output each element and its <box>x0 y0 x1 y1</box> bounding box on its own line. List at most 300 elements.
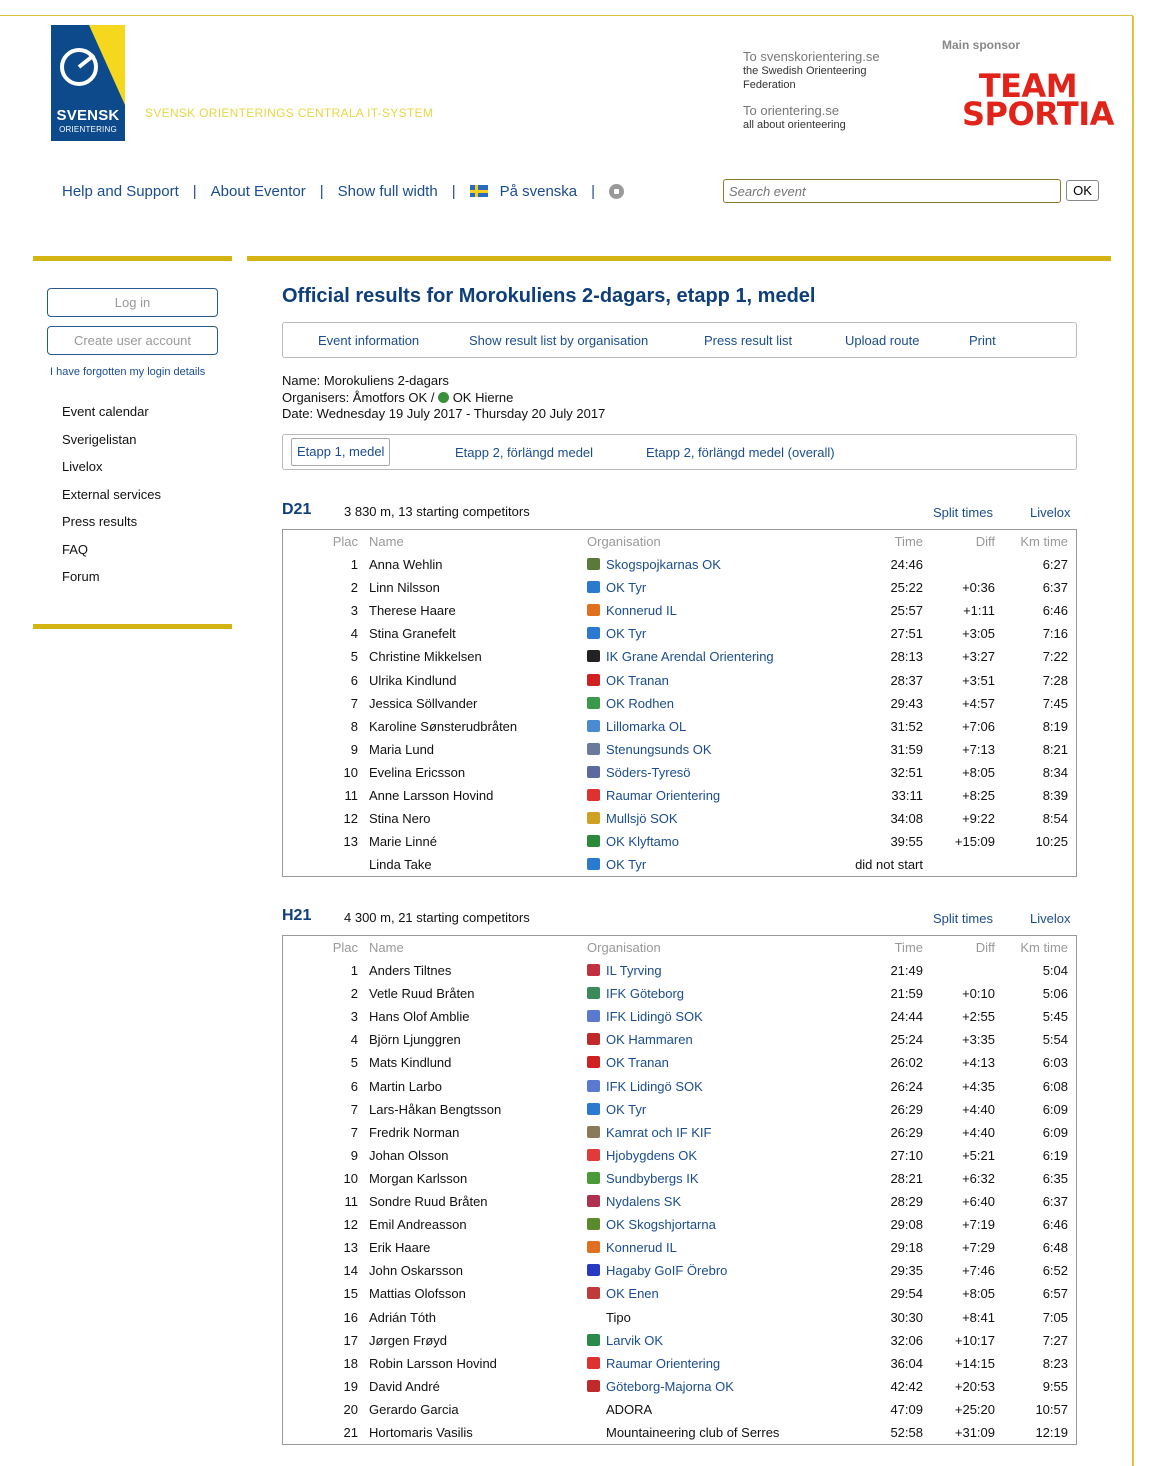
organisation-name: IL Tyrving <box>606 963 662 979</box>
organisation-name: Göteborg-Majorna OK <box>606 1378 734 1394</box>
result-km-time: 5:54 <box>1042 1032 1068 1048</box>
result-time: 29:08 <box>890 1217 923 1233</box>
result-name: Fredrik Norman <box>369 1124 460 1140</box>
result-place: 12 <box>343 1217 358 1233</box>
result-diff: +4:35 <box>962 1078 995 1094</box>
result-diff: +3:05 <box>962 626 995 642</box>
result-organisation[interactable] <box>587 1263 727 1278</box>
result-diff: +4:40 <box>962 1101 995 1117</box>
table-row <box>283 715 1076 738</box>
result-name: Ulrika Kindlund <box>369 672 457 688</box>
result-km-time: 7:22 <box>1042 649 1068 665</box>
result-name: Emil Andreasson <box>369 1217 467 1233</box>
result-km-time: 6:27 <box>1042 557 1068 573</box>
table-row <box>283 784 1076 807</box>
col-time: Time <box>894 940 923 955</box>
result-diff: +0:10 <box>962 986 995 1002</box>
club-logo-icon <box>587 1287 600 1299</box>
result-place: 15 <box>343 1286 358 1302</box>
result-km-time: 8:34 <box>1042 764 1068 780</box>
tab-event-information[interactable]: Event information <box>318 333 420 348</box>
col-diff: Diff <box>975 534 995 549</box>
club-logo-icon <box>587 650 600 662</box>
club-logo-icon <box>587 858 600 870</box>
organisation-name: Mountaineering club of Serres <box>606 1424 780 1440</box>
result-organisation[interactable] <box>587 1055 669 1070</box>
result-name: Hans Olof Amblie <box>369 1009 470 1025</box>
organisation-name: Mullsjö SOK <box>606 811 678 827</box>
club-logo-icon <box>587 1149 600 1161</box>
sponsor-logo-line1: TEAM <box>978 67 1078 105</box>
event-date: Date: Wednesday 19 July 2017 - Thursday 20 July 2017 <box>282 406 606 421</box>
result-organisation[interactable] <box>587 1171 699 1186</box>
team-sportia-logo[interactable] <box>962 67 1114 133</box>
sidebar-bottom-bar <box>33 624 232 629</box>
club-logo-icon <box>587 987 600 999</box>
nav-help-support[interactable]: Help and Support <box>62 183 179 200</box>
forgot-login-link[interactable]: I have forgotten my login details <box>50 366 206 378</box>
result-time: 31:52 <box>890 718 923 734</box>
result-km-time: 5:06 <box>1042 986 1068 1002</box>
organisation-name: IFK Lidingö SOK <box>606 1078 703 1094</box>
result-organisation[interactable] <box>587 1125 711 1140</box>
table-row <box>283 645 1076 668</box>
search-ok-button[interactable]: OK <box>1066 180 1099 201</box>
svensk-orientering-logo[interactable] <box>51 25 125 141</box>
club-logo-icon <box>587 1334 600 1346</box>
club-logo-icon <box>587 812 600 824</box>
result-name: Anna Wehlin <box>369 557 443 573</box>
organisation-name: OK Skogshjortarna <box>606 1217 716 1233</box>
result-km-time: 6:08 <box>1042 1078 1068 1094</box>
result-organisation[interactable] <box>587 1333 663 1348</box>
result-km-time: 6:46 <box>1042 1217 1068 1233</box>
table-row <box>283 807 1076 830</box>
result-name: Mattias Olofsson <box>369 1286 466 1302</box>
club-logo-icon <box>587 1357 600 1369</box>
table-row <box>283 738 1076 761</box>
class-header-h21 <box>282 907 1077 927</box>
result-km-time: 8:54 <box>1042 811 1068 827</box>
class-name: D21 <box>282 501 312 518</box>
result-km-time: 8:23 <box>1042 1355 1068 1371</box>
result-place: 10 <box>343 1170 358 1186</box>
result-name: Sondre Ruud Bråten <box>369 1194 488 1210</box>
club-logo-icon <box>587 1010 600 1022</box>
search-event-input[interactable] <box>723 179 1061 203</box>
table-row <box>283 669 1076 692</box>
result-name: Lars-Håkan Bengtsson <box>369 1101 502 1117</box>
result-organisation[interactable] <box>587 603 677 618</box>
event-organisers <box>282 390 605 407</box>
result-time: 36:04 <box>890 1355 923 1371</box>
result-organisation[interactable] <box>587 963 662 978</box>
club-logo-icon <box>587 1195 600 1207</box>
result-organisation[interactable] <box>587 649 774 664</box>
result-place: 11 <box>344 788 358 804</box>
swedish-flag-icon <box>470 185 488 197</box>
sidebar-item-press-results[interactable]: Press results <box>62 514 138 529</box>
result-place: 6 <box>350 672 358 688</box>
result-name: Linn Nilsson <box>369 580 440 596</box>
result-organisation[interactable] <box>587 1356 720 1371</box>
table-row <box>283 830 1076 853</box>
result-name: Therese Haare <box>369 603 456 619</box>
result-diff: +8:41 <box>962 1309 995 1325</box>
club-logo-icon <box>587 789 600 801</box>
result-time: 28:13 <box>890 649 923 665</box>
result-time: 27:51 <box>890 626 923 642</box>
table-row <box>283 1236 1076 1259</box>
club-logo-icon <box>587 766 600 778</box>
club-logo-icon <box>587 1172 600 1184</box>
club-logo-placeholder-icon <box>587 1403 600 1415</box>
result-name: Johan Olsson <box>369 1147 449 1163</box>
organisation-name: OK Rodhen <box>606 695 674 711</box>
club-logo-icon <box>587 697 600 709</box>
result-place: 11 <box>344 1194 358 1210</box>
result-place: 20 <box>343 1401 358 1417</box>
result-time: 25:24 <box>890 1032 923 1048</box>
table-header-row <box>283 530 1076 553</box>
result-name: Evelina Ericsson <box>369 764 466 780</box>
club-logo-icon <box>587 1080 600 1092</box>
result-time: 31:59 <box>890 741 923 757</box>
login-button[interactable]: Log in <box>47 288 218 317</box>
result-diff: +25:20 <box>954 1401 995 1417</box>
result-time: 28:29 <box>890 1194 923 1210</box>
result-time: 28:37 <box>890 672 923 688</box>
nav-swedish-label: På svenska <box>499 183 578 200</box>
result-time: 25:57 <box>890 603 923 619</box>
table-row <box>283 1375 1076 1398</box>
result-name: Linda Take <box>369 857 432 873</box>
result-time: 32:51 <box>890 764 923 780</box>
organisation-name: OK Tyr <box>606 580 647 596</box>
nav-about-eventor[interactable]: About Eventor <box>210 183 306 200</box>
organisation-name: OK Tyr <box>606 857 647 873</box>
table-row <box>283 576 1076 599</box>
result-organisation[interactable] <box>587 742 712 757</box>
result-diff: +8:05 <box>962 764 995 780</box>
nav-separator: | <box>192 183 197 200</box>
result-place: 2 <box>350 986 358 1002</box>
col-time: Time <box>894 534 923 549</box>
result-place: 13 <box>343 834 358 850</box>
result-place: 10 <box>343 764 358 780</box>
create-account-button[interactable]: Create user account <box>47 326 218 355</box>
club-logo-icon <box>587 964 600 976</box>
tab-print[interactable]: Print <box>969 333 996 348</box>
result-diff: +7:13 <box>962 741 995 757</box>
organisation-name: Konnerud IL <box>606 1240 677 1256</box>
federation-links <box>743 50 903 144</box>
club-logo-icon <box>587 674 600 686</box>
result-place: 16 <box>343 1309 358 1325</box>
result-km-time: 7:27 <box>1042 1332 1068 1348</box>
compass-logo-icon <box>51 25 125 105</box>
class-info: 3 830 m, 13 starting competitors <box>344 504 530 519</box>
sidebar-item-forum[interactable]: Forum <box>62 569 100 584</box>
organisation-name: Stenungsunds OK <box>606 741 712 757</box>
result-place: 7 <box>350 695 358 711</box>
livelox-link[interactable]: Livelox <box>1030 911 1071 926</box>
result-time: 24:44 <box>890 1009 923 1025</box>
logo-text-svensk: SVENSK <box>56 107 120 124</box>
club-logo-icon <box>438 392 449 403</box>
result-organisation[interactable] <box>587 1032 693 1047</box>
result-place: 2 <box>350 580 358 596</box>
club-logo-icon <box>587 1241 600 1253</box>
tab-upload-route[interactable]: Upload route <box>845 333 920 348</box>
result-time: 32:06 <box>890 1332 923 1348</box>
result-diff: +6:32 <box>962 1170 995 1186</box>
result-place: 19 <box>343 1378 358 1394</box>
link-svenskorientering[interactable]: To svenskorientering.se <box>743 49 880 64</box>
tab-result-by-organisation[interactable]: Show result list by organisation <box>469 333 649 348</box>
result-diff: +5:21 <box>962 1147 995 1163</box>
sponsor-logo-line2: SPORTIA <box>962 95 1114 133</box>
table-row <box>283 1144 1076 1167</box>
result-time: 26:24 <box>890 1078 923 1094</box>
result-organisation[interactable] <box>587 788 720 803</box>
table-row <box>283 1259 1076 1282</box>
result-diff: +3:27 <box>962 649 995 665</box>
result-organisation <box>587 1425 779 1440</box>
result-organisation[interactable] <box>587 557 721 572</box>
link-orientering-sub: all about orienteering <box>743 119 846 131</box>
result-organisation[interactable] <box>587 1240 677 1255</box>
club-logo-icon <box>587 1380 600 1392</box>
result-time: 34:08 <box>890 811 923 827</box>
result-place: 3 <box>350 1009 358 1025</box>
result-diff: +3:51 <box>962 672 995 688</box>
result-time: 26:02 <box>890 1055 923 1071</box>
table-row <box>283 622 1076 645</box>
organisation-name: Hjobygdens OK <box>606 1147 698 1163</box>
organisation-name: Söders-Tyresö <box>606 764 691 780</box>
result-time: 26:29 <box>890 1101 923 1117</box>
organisation-name: OK Tyr <box>606 626 647 642</box>
result-organisation[interactable] <box>587 986 684 1001</box>
result-organisation[interactable] <box>587 1286 659 1301</box>
col-plac: Plac <box>332 940 358 955</box>
result-km-time: 6:48 <box>1042 1240 1068 1256</box>
sidebar-top-bar <box>33 256 232 261</box>
top-navigation <box>62 183 624 200</box>
result-km-time: 8:39 <box>1042 788 1068 804</box>
result-time: 29:43 <box>890 695 923 711</box>
livelox-link[interactable]: Livelox <box>1030 505 1071 520</box>
tab-press-result-list[interactable]: Press result list <box>704 333 793 348</box>
result-organisation[interactable] <box>587 1379 734 1394</box>
result-diff: +8:05 <box>962 1286 995 1302</box>
table-row <box>283 1398 1076 1421</box>
table-row <box>283 761 1076 784</box>
result-km-time: 8:19 <box>1042 718 1068 734</box>
result-km-time: 12:19 <box>1035 1424 1068 1440</box>
result-name: Martin Larbo <box>369 1078 442 1094</box>
stage-tab-etapp1[interactable]: Etapp 1, medel <box>291 438 390 466</box>
result-place: 5 <box>350 649 358 665</box>
results-table-h21 <box>282 935 1077 1445</box>
organisation-name: Skogspojkarnas OK <box>606 557 721 573</box>
result-time: 39:55 <box>890 834 923 850</box>
result-organisation[interactable] <box>587 1217 716 1232</box>
result-time: 42:42 <box>890 1378 923 1394</box>
lock-icon[interactable] <box>609 184 624 199</box>
result-organisation <box>587 1402 652 1417</box>
organisation-name: OK Tyr <box>606 1101 647 1117</box>
sidebar-item-faq[interactable]: FAQ <box>62 541 89 557</box>
club-logo-icon <box>587 1056 600 1068</box>
result-diff: +20:53 <box>954 1378 995 1394</box>
result-place: 12 <box>343 811 358 827</box>
table-row <box>283 1329 1076 1352</box>
organisation-name: Nydalens SK <box>606 1194 682 1210</box>
split-times-link[interactable]: Split times <box>933 911 993 926</box>
result-organisation[interactable] <box>587 857 646 872</box>
organisation-name: IFK Göteborg <box>606 986 685 1002</box>
result-place: 1 <box>350 963 358 979</box>
club-logo-icon <box>587 558 600 570</box>
result-km-time: 10:25 <box>1035 834 1068 850</box>
site-tagline: SVENSK ORIENTERINGS CENTRALA IT-SYSTEM <box>145 106 434 120</box>
nav-swedish-language[interactable] <box>470 183 578 200</box>
result-km-time: 9:55 <box>1042 1378 1068 1394</box>
result-time: 21:59 <box>890 986 923 1002</box>
result-name: Björn Ljunggren <box>369 1032 461 1048</box>
organisation-name: OK Hammaren <box>606 1032 693 1048</box>
split-times-link[interactable]: Split times <box>933 505 993 520</box>
table-row <box>283 1075 1076 1098</box>
club-logo-icon <box>587 627 600 639</box>
results-table-d21 <box>282 529 1077 877</box>
stage-tabs <box>282 434 1077 470</box>
club-logo-icon <box>587 1126 600 1138</box>
result-diff: +3:35 <box>962 1032 995 1048</box>
result-place: 18 <box>343 1355 358 1371</box>
result-time: 33:11 <box>891 788 923 804</box>
result-place: 1 <box>350 557 358 573</box>
result-name: Robin Larsson Hovind <box>369 1355 497 1371</box>
sidebar-item-livelox[interactable]: Livelox <box>62 459 103 474</box>
stage-tab-etapp2[interactable]: Etapp 2, förlängd medel <box>455 445 594 460</box>
result-organisation[interactable] <box>587 1194 681 1209</box>
top-border <box>0 15 1133 16</box>
result-organisation[interactable] <box>587 834 679 849</box>
table-row <box>283 982 1076 1005</box>
col-name: Name <box>369 534 404 549</box>
result-organisation[interactable] <box>587 1009 703 1024</box>
result-organisation[interactable] <box>587 1148 697 1163</box>
result-km-time: 6:46 <box>1042 603 1068 619</box>
table-row <box>283 1421 1076 1444</box>
nav-show-full-width[interactable]: Show full width <box>337 183 438 200</box>
result-organisation[interactable] <box>587 719 686 734</box>
table-row <box>283 1213 1076 1236</box>
result-organisation[interactable] <box>587 811 678 826</box>
table-row <box>283 1306 1076 1329</box>
result-diff: +7:19 <box>962 1217 995 1233</box>
result-name: Marie Linné <box>369 834 437 850</box>
page-title: Official results for Morokuliens 2-dagars, etapp 1, medel <box>282 285 816 307</box>
sidebar-item-external-services[interactable]: External services <box>62 486 161 502</box>
table-row <box>283 853 1076 876</box>
result-name: Anne Larsson Hovind <box>369 788 494 804</box>
table-row <box>283 1167 1076 1190</box>
result-km-time: 6:35 <box>1042 1170 1068 1186</box>
result-organisation[interactable] <box>587 696 674 711</box>
event-actions-bar <box>282 322 1077 358</box>
table-header-row <box>283 936 1076 959</box>
nav-separator: | <box>319 183 324 200</box>
result-time: 29:35 <box>890 1263 923 1279</box>
result-place: 21 <box>343 1424 358 1440</box>
organisation-name: IK Grane Arendal Orientering <box>606 649 774 665</box>
result-organisation[interactable] <box>587 765 691 780</box>
result-diff: +6:40 <box>962 1194 995 1210</box>
result-organisation[interactable] <box>587 673 669 688</box>
result-organisation[interactable] <box>587 1102 646 1117</box>
link-orientering[interactable]: To orientering.se <box>743 103 840 118</box>
result-km-time: 7:28 <box>1042 672 1068 688</box>
result-name: Vetle Ruud Bråten <box>369 986 475 1002</box>
sidebar-item-event-calendar[interactable]: Event calendar <box>62 404 149 419</box>
result-place: 7 <box>350 1101 358 1117</box>
result-place: 9 <box>350 741 358 757</box>
result-organisation[interactable] <box>587 1079 703 1094</box>
result-km-time: 6:37 <box>1042 580 1068 596</box>
result-km-time: 7:45 <box>1042 695 1068 711</box>
organisation-name: OK Tranan <box>606 672 669 688</box>
table-row <box>283 1190 1076 1213</box>
result-organisation[interactable] <box>587 626 646 641</box>
club-logo-icon <box>587 1218 600 1230</box>
organisation-name: Raumar Orientering <box>606 1355 721 1371</box>
stage-tab-etapp2-overall[interactable]: Etapp 2, förlängd medel (overall) <box>646 445 835 460</box>
class-info: 4 300 m, 21 starting competitors <box>344 910 530 925</box>
result-time: 29:54 <box>890 1286 923 1302</box>
sidebar-item-sverigelistan[interactable]: Sverigelistan <box>62 431 137 447</box>
class-header-d21 <box>282 501 1077 521</box>
event-info <box>282 373 605 423</box>
result-organisation <box>587 1310 631 1325</box>
result-km-time: 6:19 <box>1042 1147 1068 1163</box>
col-km-time: Km time <box>1020 534 1068 549</box>
result-diff: +14:15 <box>954 1355 995 1371</box>
result-organisation[interactable] <box>587 580 646 595</box>
table-row <box>283 692 1076 715</box>
result-diff: +7:29 <box>962 1240 995 1256</box>
result-place: 6 <box>350 1078 358 1094</box>
organisation-name: OK Enen <box>606 1286 659 1302</box>
result-time: 52:58 <box>890 1424 923 1440</box>
result-time: 30:30 <box>890 1309 923 1325</box>
organisation-name: Lillomarka OL <box>606 718 687 734</box>
organisation-name: ADORA <box>606 1401 653 1417</box>
club-logo-placeholder-icon <box>587 1426 600 1438</box>
result-km-time: 7:05 <box>1042 1309 1068 1325</box>
table-row <box>283 1028 1076 1051</box>
result-time: 26:29 <box>890 1124 923 1140</box>
result-place: 7 <box>350 1124 358 1140</box>
table-row <box>283 959 1076 982</box>
result-diff: +10:17 <box>954 1332 995 1348</box>
organisation-name: IFK Lidingö SOK <box>606 1009 703 1025</box>
table-row <box>283 1098 1076 1121</box>
result-time: 25:22 <box>890 580 923 596</box>
